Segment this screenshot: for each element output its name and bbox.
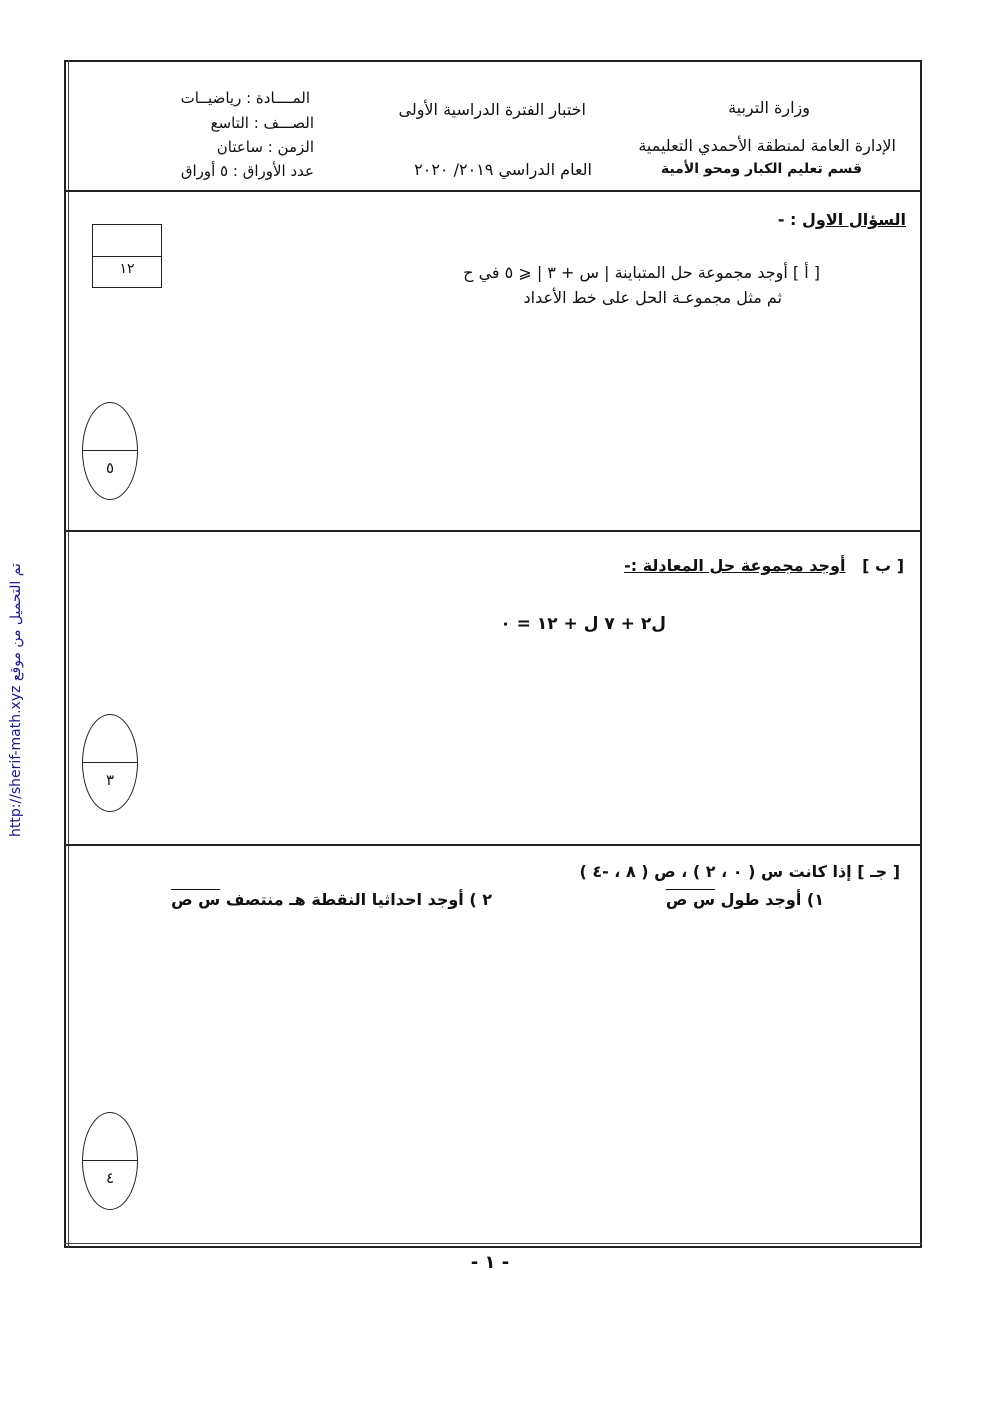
question-1-heading — [778, 210, 906, 230]
part-c-question-1-text: ١) أوجد طول — [720, 890, 824, 909]
part-c-heading — [579, 862, 900, 882]
department-name: قسم تعليم الكبار ومحو الأمية — [660, 161, 862, 177]
part-a-score: ٥ — [105, 459, 115, 477]
part-a-text: أوجد مجموعة حل المتباينة | س + ٣ | ⩽ ٥ في ح — [463, 263, 788, 282]
directorate-name: الإدارة العامة لمنطقة الأحمدي التعليمية — [638, 136, 896, 155]
part-c-question-2-segment: س ص — [171, 890, 221, 909]
part-a-label: [ أ ] — [792, 263, 820, 282]
part-c-score: ٤ — [105, 1169, 115, 1187]
part-b-label: [ ب ] — [862, 556, 904, 575]
watermark-prefix: تم التحميل من موقع — [8, 563, 24, 681]
subject-field: المــــادة : رياضيــات — [180, 89, 310, 107]
part-b-title: أوجد مجموعة حل المعادلة :- — [624, 556, 846, 575]
question-1-total-score: ١٢ — [119, 261, 135, 277]
question-1-title: السؤال الاول — [802, 210, 906, 229]
part-c-intro: إذا كانت س ( ٠ ، ٢ ) ، ص ( ٨ ، -٤ ) — [579, 862, 852, 881]
part-b-score-oval — [82, 714, 138, 812]
academic-year: العام الدراسي ٢٠١٩/ ٢٠٢٠ — [414, 160, 592, 179]
section-divider-2 — [66, 844, 920, 846]
part-b-heading — [624, 556, 904, 576]
download-watermark — [4, 515, 28, 885]
page-number: - ١ - — [470, 1252, 510, 1273]
part-a-score-oval — [82, 402, 138, 500]
part-c-label: [ جـ ] — [857, 862, 900, 881]
part-c-question-1 — [666, 890, 824, 910]
question-1-title-suffix: : - — [777, 210, 797, 229]
part-b-score: ٣ — [105, 771, 115, 789]
ministry-name: وزارة التربية — [728, 98, 810, 117]
header-divider — [66, 190, 920, 192]
grade-field: الصـــف : التاسع — [210, 114, 314, 132]
duration-field: الزمن : ساعتان — [216, 138, 314, 156]
part-c-question-1-segment: س ص — [665, 890, 716, 909]
watermark-url[interactable]: http://sherif-math.xyz — [8, 685, 24, 837]
part-c-score-oval — [82, 1112, 138, 1210]
exam-title: اختبار الفترة الدراسية الأولى — [398, 100, 586, 119]
part-c-question-2-text: ٢ ) أوجد احداثيا النقطة هـ منتصف — [225, 890, 492, 909]
part-a-line-2: ثم مثل مجموعـة الحل على خط الأعداد — [523, 288, 782, 307]
part-c-question-2 — [171, 890, 492, 910]
exam-page-frame — [64, 60, 922, 1248]
pages-count-field: عدد الأوراق : ٥ أوراق — [180, 162, 314, 180]
part-b-equation: ل٢ + ٧ ل + ١٢ = ٠ — [500, 614, 666, 634]
question-1-total-score-box — [92, 224, 162, 288]
section-divider-1 — [66, 530, 920, 532]
part-a-line-1 — [463, 263, 820, 283]
